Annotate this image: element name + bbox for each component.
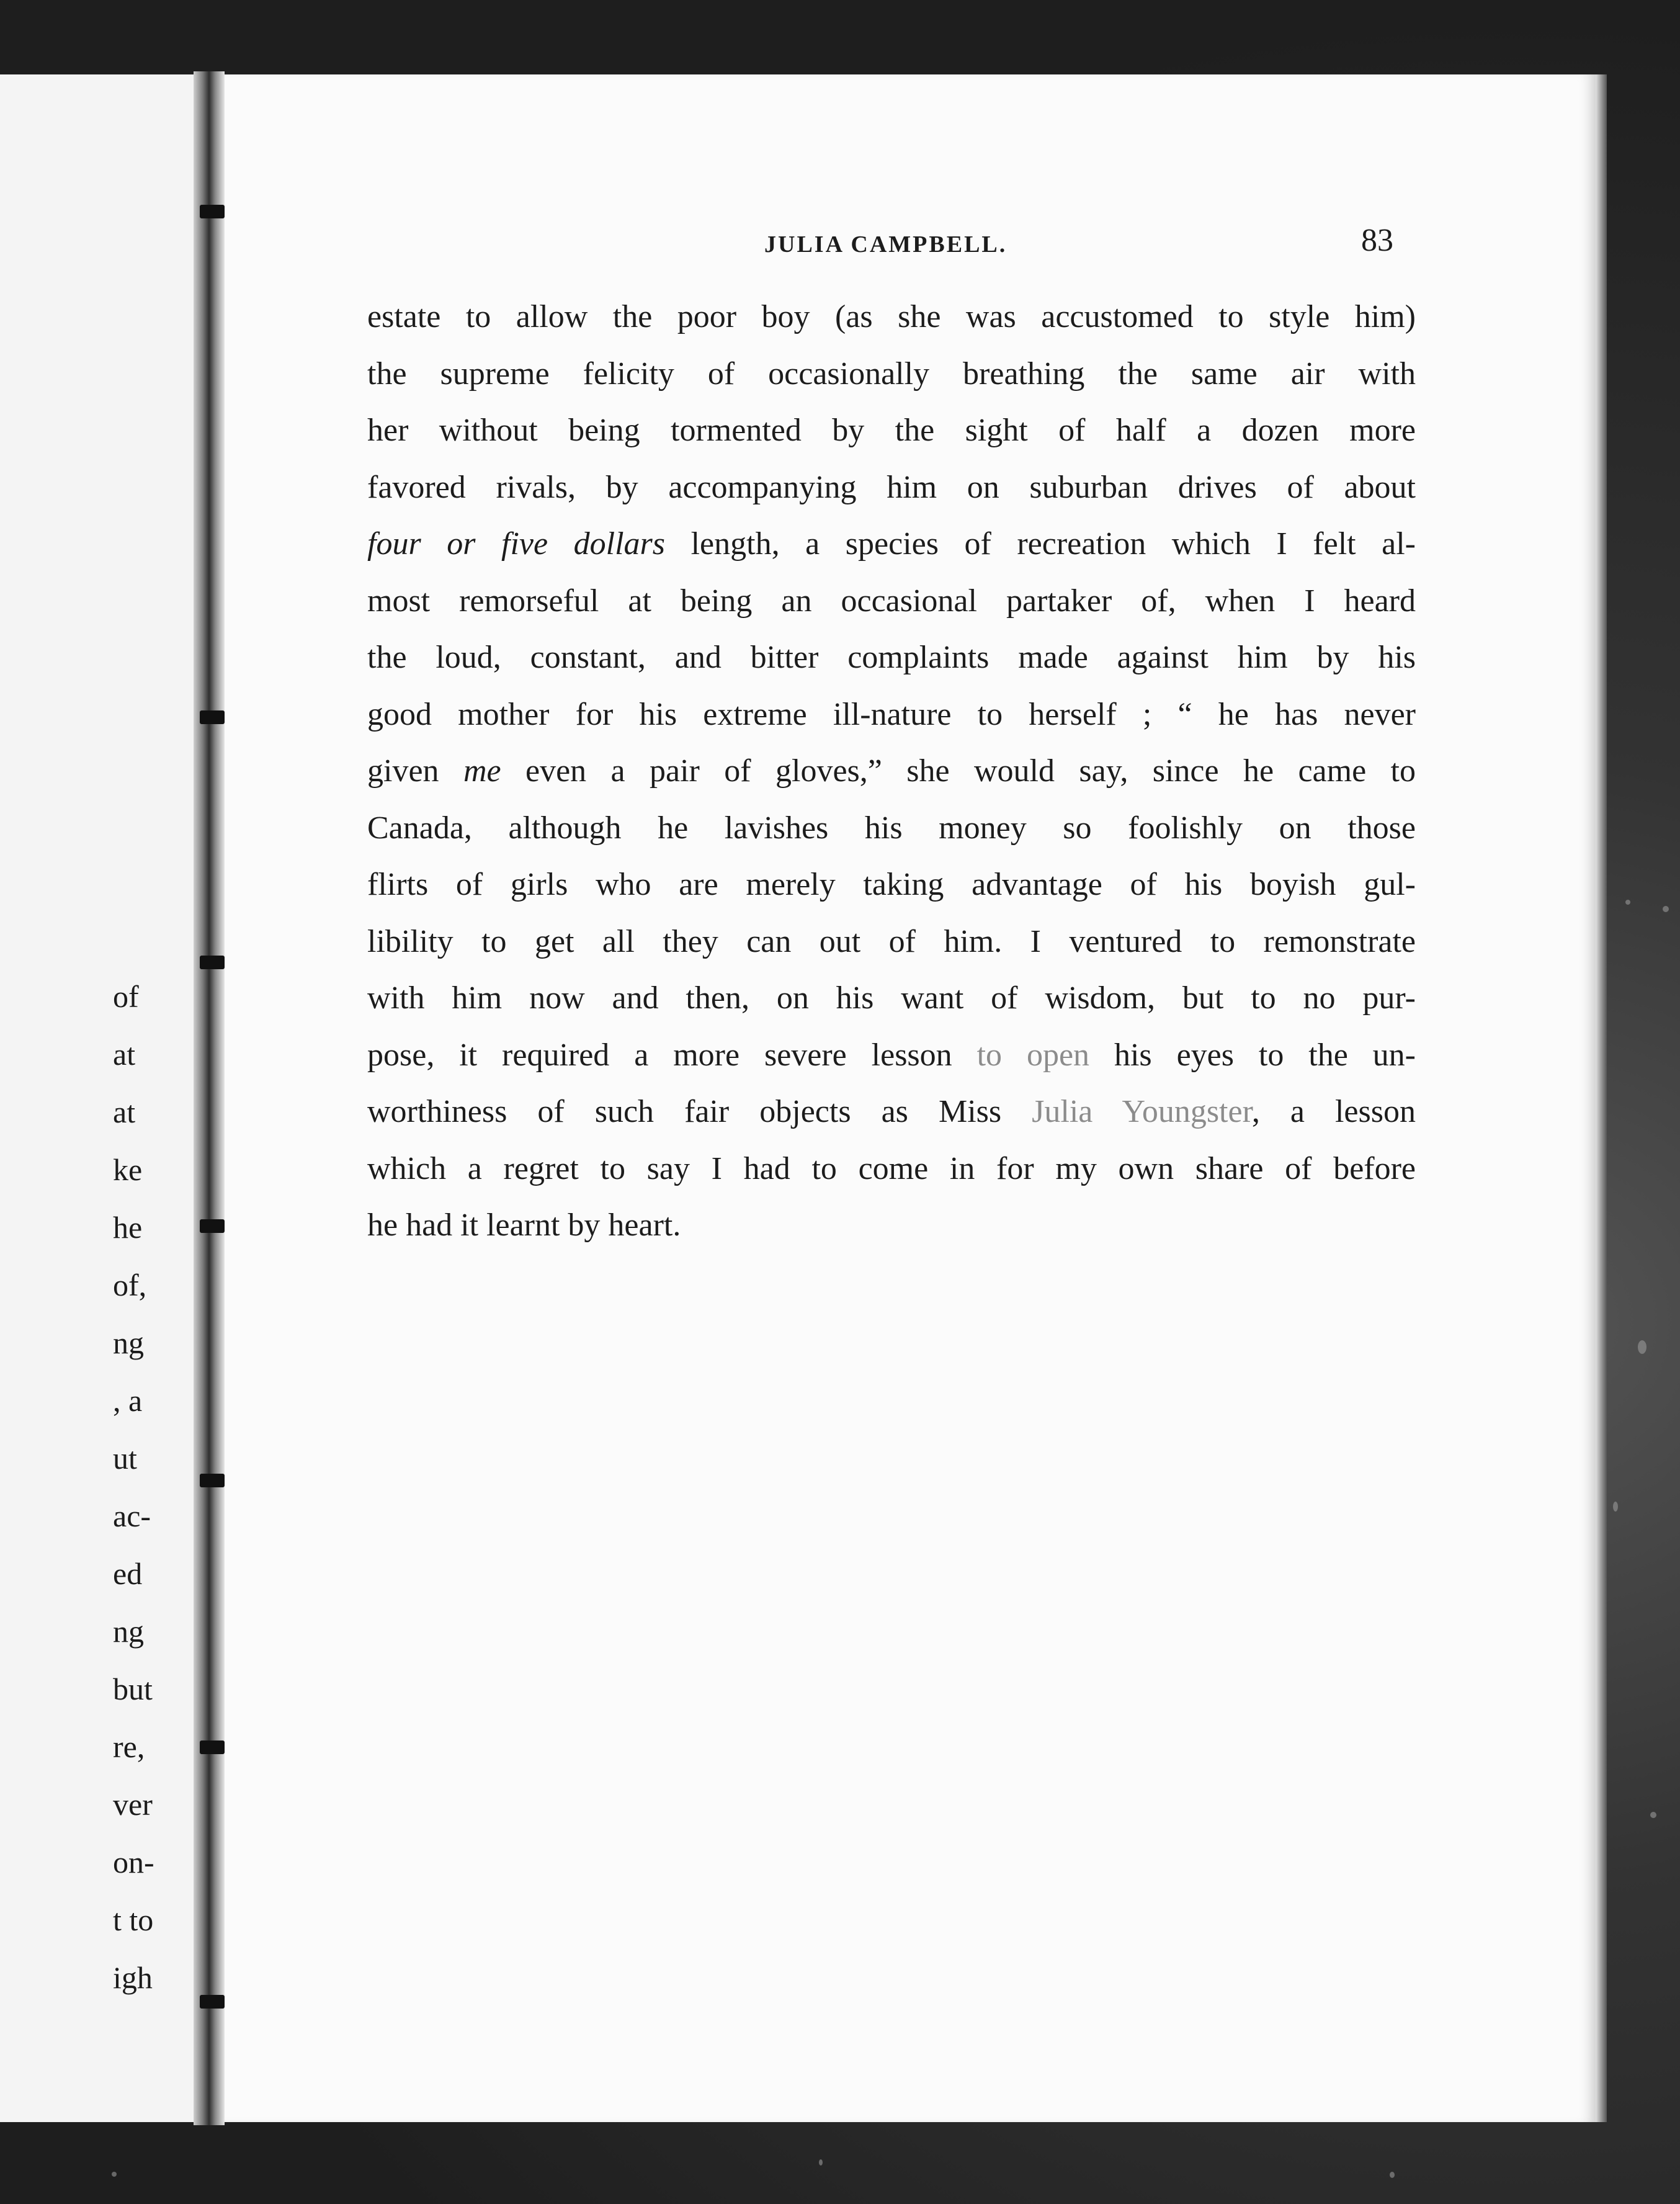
text-segment: with him now and then, on his want of wisdom, but to no pur- [367, 980, 1416, 1016]
text-line [367, 686, 1416, 743]
italic-text: four or five dollars [367, 526, 666, 562]
dust-speck [112, 2172, 117, 2177]
text-segment: , a lesson [1251, 1094, 1416, 1129]
text-segment: length, a species of recreation which I felt al- [665, 526, 1416, 562]
text-segment: favored rivals, by accompanying him on suburban drives of about [367, 469, 1416, 505]
left-page-fragment: of [113, 979, 139, 1014]
left-page-fragment: ver [113, 1787, 153, 1822]
left-page-fragment: igh [113, 1960, 153, 1995]
text-line [367, 459, 1416, 516]
text-line [367, 1140, 1416, 1198]
text-line [367, 743, 1416, 800]
dust-speck [1390, 2172, 1395, 2178]
dust-speck [1613, 1502, 1618, 1512]
text-line [367, 970, 1416, 1027]
faded-text: to open [976, 1037, 1090, 1073]
left-page-fragment: on- [113, 1845, 154, 1879]
text-line [367, 289, 1416, 346]
text-segment: flirts of girls who are merely taking advantage of his boyish gul- [367, 867, 1416, 902]
left-page-fragments [113, 968, 187, 2007]
left-page-fragment: ng [113, 1325, 144, 1360]
text-segment: given [367, 753, 463, 789]
left-page-fragment: ut [113, 1441, 137, 1476]
text-line [367, 1197, 1416, 1254]
text-segment: the loud, constant, and bitter complaints made against him by his [367, 640, 1416, 675]
text-segment: the supreme felicity of occasionally breathing the same air with [367, 356, 1416, 392]
left-page-fragment: at [113, 1095, 136, 1129]
book-gutter [194, 71, 225, 2125]
text-segment: Canada, although he lavishes his money so foolishly on those [367, 810, 1416, 846]
book-page [225, 74, 1596, 2122]
text-segment: he had it learnt by heart. [367, 1207, 681, 1243]
text-segment: estate to allow the poor boy (as she was accustomed to style him) [367, 299, 1416, 334]
left-page-fragment: but [113, 1672, 153, 1706]
text-line [367, 1027, 1416, 1084]
binding-stitch [200, 956, 225, 969]
dust-speck [819, 2159, 823, 2166]
left-page-fragment: of, [113, 1268, 147, 1302]
left-page-fragment: ac- [113, 1498, 151, 1533]
text-segment: his eyes to the un- [1089, 1037, 1416, 1073]
text-line [367, 1083, 1416, 1140]
binding-stitch [200, 710, 225, 724]
left-page-fragment: at [113, 1037, 136, 1072]
text-segment: pose, it required a more severe lesson [367, 1037, 977, 1073]
left-page-fragment: he [113, 1210, 143, 1245]
text-line [367, 913, 1416, 970]
dust-speck [1663, 906, 1669, 912]
page-right-edge [1596, 74, 1607, 2122]
left-facing-page [0, 74, 194, 2122]
italic-text: me [463, 753, 501, 789]
body-text [367, 289, 1416, 1254]
left-page-fragment: t to [113, 1902, 154, 1937]
text-segment: her without being tormented by the sight of half a dozen more [367, 413, 1416, 448]
text-line [367, 629, 1416, 686]
binding-stitch [200, 1219, 225, 1233]
left-page-fragment: re, [113, 1729, 145, 1764]
dust-speck [1625, 900, 1630, 905]
left-page-fragment: , a [113, 1383, 143, 1418]
text-segment: which a regret to say I had to come in for my own share of before [367, 1150, 1416, 1186]
left-page-fragment: ed [113, 1556, 143, 1591]
binding-stitch [200, 1474, 225, 1487]
text-segment: libility to get all they can out of him. I ventured to remonstrate [367, 923, 1416, 959]
left-page-fragment: ng [113, 1614, 144, 1649]
binding-stitch [200, 1740, 225, 1754]
text-line [367, 516, 1416, 573]
dust-speck [1650, 1812, 1656, 1818]
text-line [367, 800, 1416, 857]
text-segment: worthiness of such fair objects as Miss [367, 1094, 1032, 1129]
text-segment: good mother for his extreme ill-nature to herself ; “ he has never [367, 696, 1416, 732]
binding-stitch [200, 1995, 225, 2009]
text-line [367, 402, 1416, 459]
page-number: 83 [1361, 223, 1393, 258]
faded-text: Julia Youngster [1032, 1094, 1252, 1129]
dust-speck [1638, 1340, 1646, 1354]
text-segment: most remorseful at being an occasional partaker of, when I heard [367, 583, 1416, 619]
text-line [367, 346, 1416, 403]
text-line [367, 573, 1416, 630]
text-segment: even a pair of gloves,” she would say, since he came to [501, 753, 1416, 789]
text-line [367, 856, 1416, 913]
binding-stitch [200, 205, 225, 218]
left-page-fragment: ke [113, 1152, 143, 1187]
running-head: JULIA CAMPBELL. [764, 231, 1008, 258]
